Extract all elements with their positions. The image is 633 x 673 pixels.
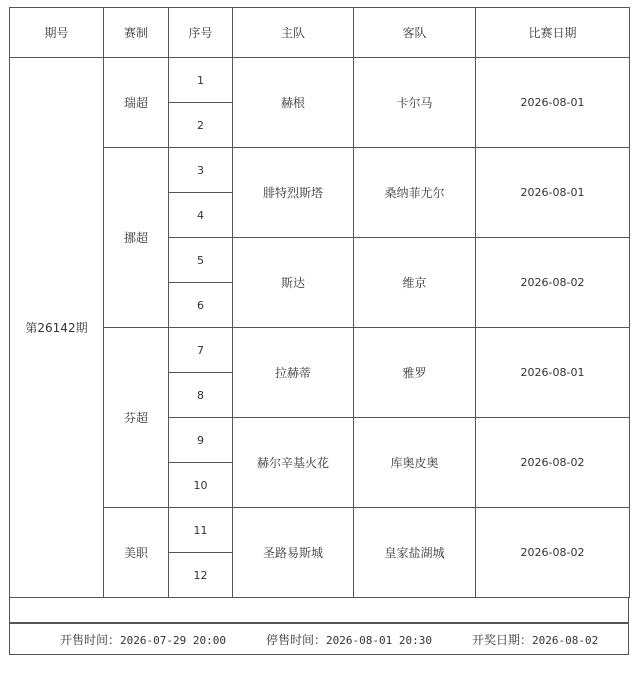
- home-team: 赫根: [233, 58, 354, 148]
- sale-open-label: 开售时间：: [60, 632, 121, 647]
- home-team: 斯达: [233, 238, 354, 328]
- seq-cell: 10: [169, 463, 233, 508]
- sale-close-value: 2026-08-01 20:30: [326, 633, 432, 647]
- league-cell: 芬超: [104, 328, 169, 508]
- league-cell: 挪超: [104, 148, 169, 328]
- sale-open-info: [60, 631, 226, 648]
- match-date: 2026-08-01: [476, 58, 630, 148]
- sale-close-label: 停售时间：: [265, 632, 326, 647]
- draw-value: 2026-08-02: [531, 633, 599, 647]
- seq-cell: 7: [169, 328, 233, 373]
- away-team: 桑纳菲尤尔: [354, 148, 476, 238]
- match-date: 2026-08-01: [476, 148, 630, 238]
- match-date: 2026-08-02: [476, 238, 630, 328]
- home-team: 赫尔辛基火花: [233, 418, 354, 508]
- seq-cell: 6: [169, 283, 233, 328]
- seq-cell: 1: [169, 58, 233, 103]
- home-team: 腓特烈斯塔: [233, 148, 354, 238]
- header-league: 赛制: [104, 8, 169, 58]
- table-row: [10, 58, 630, 103]
- sale-open-value: 2026-07-29 20:00: [120, 633, 226, 647]
- home-team: 拉赫蒂: [233, 328, 354, 418]
- header-row: [10, 8, 630, 58]
- seq-cell: 11: [169, 508, 233, 553]
- away-team: 雅罗: [354, 328, 476, 418]
- draw-date-info: [472, 631, 598, 648]
- away-team: 卡尔马: [354, 58, 476, 148]
- league-cell: 瑞超: [104, 58, 169, 148]
- seq-cell: 8: [169, 373, 233, 418]
- seq-cell: 4: [169, 193, 233, 238]
- lottery-schedule: [9, 7, 629, 655]
- away-team: 皇家盐湖城: [354, 508, 476, 598]
- spacer-row: [9, 598, 629, 623]
- match-date: 2026-08-02: [476, 418, 630, 508]
- draw-label: 开奖日期：: [471, 632, 532, 647]
- league-cell: 美职: [104, 508, 169, 598]
- period-cell: 第26142期: [10, 58, 104, 598]
- header-period: 期号: [10, 8, 104, 58]
- seq-cell: 5: [169, 238, 233, 283]
- seq-cell: 2: [169, 103, 233, 148]
- header-home: 主队: [233, 8, 354, 58]
- sale-close-info: [266, 631, 432, 648]
- match-date: 2026-08-01: [476, 328, 630, 418]
- seq-cell: 9: [169, 418, 233, 463]
- match-date: 2026-08-02: [476, 508, 630, 598]
- sale-info-footer: [9, 623, 629, 655]
- header-seq: 序号: [169, 8, 233, 58]
- home-team: 圣路易斯城: [233, 508, 354, 598]
- seq-cell: 3: [169, 148, 233, 193]
- seq-cell: 12: [169, 553, 233, 598]
- header-date: 比赛日期: [476, 8, 630, 58]
- schedule-table: [9, 7, 630, 598]
- header-away: 客队: [354, 8, 476, 58]
- away-team: 维京: [354, 238, 476, 328]
- away-team: 库奥皮奥: [354, 418, 476, 508]
